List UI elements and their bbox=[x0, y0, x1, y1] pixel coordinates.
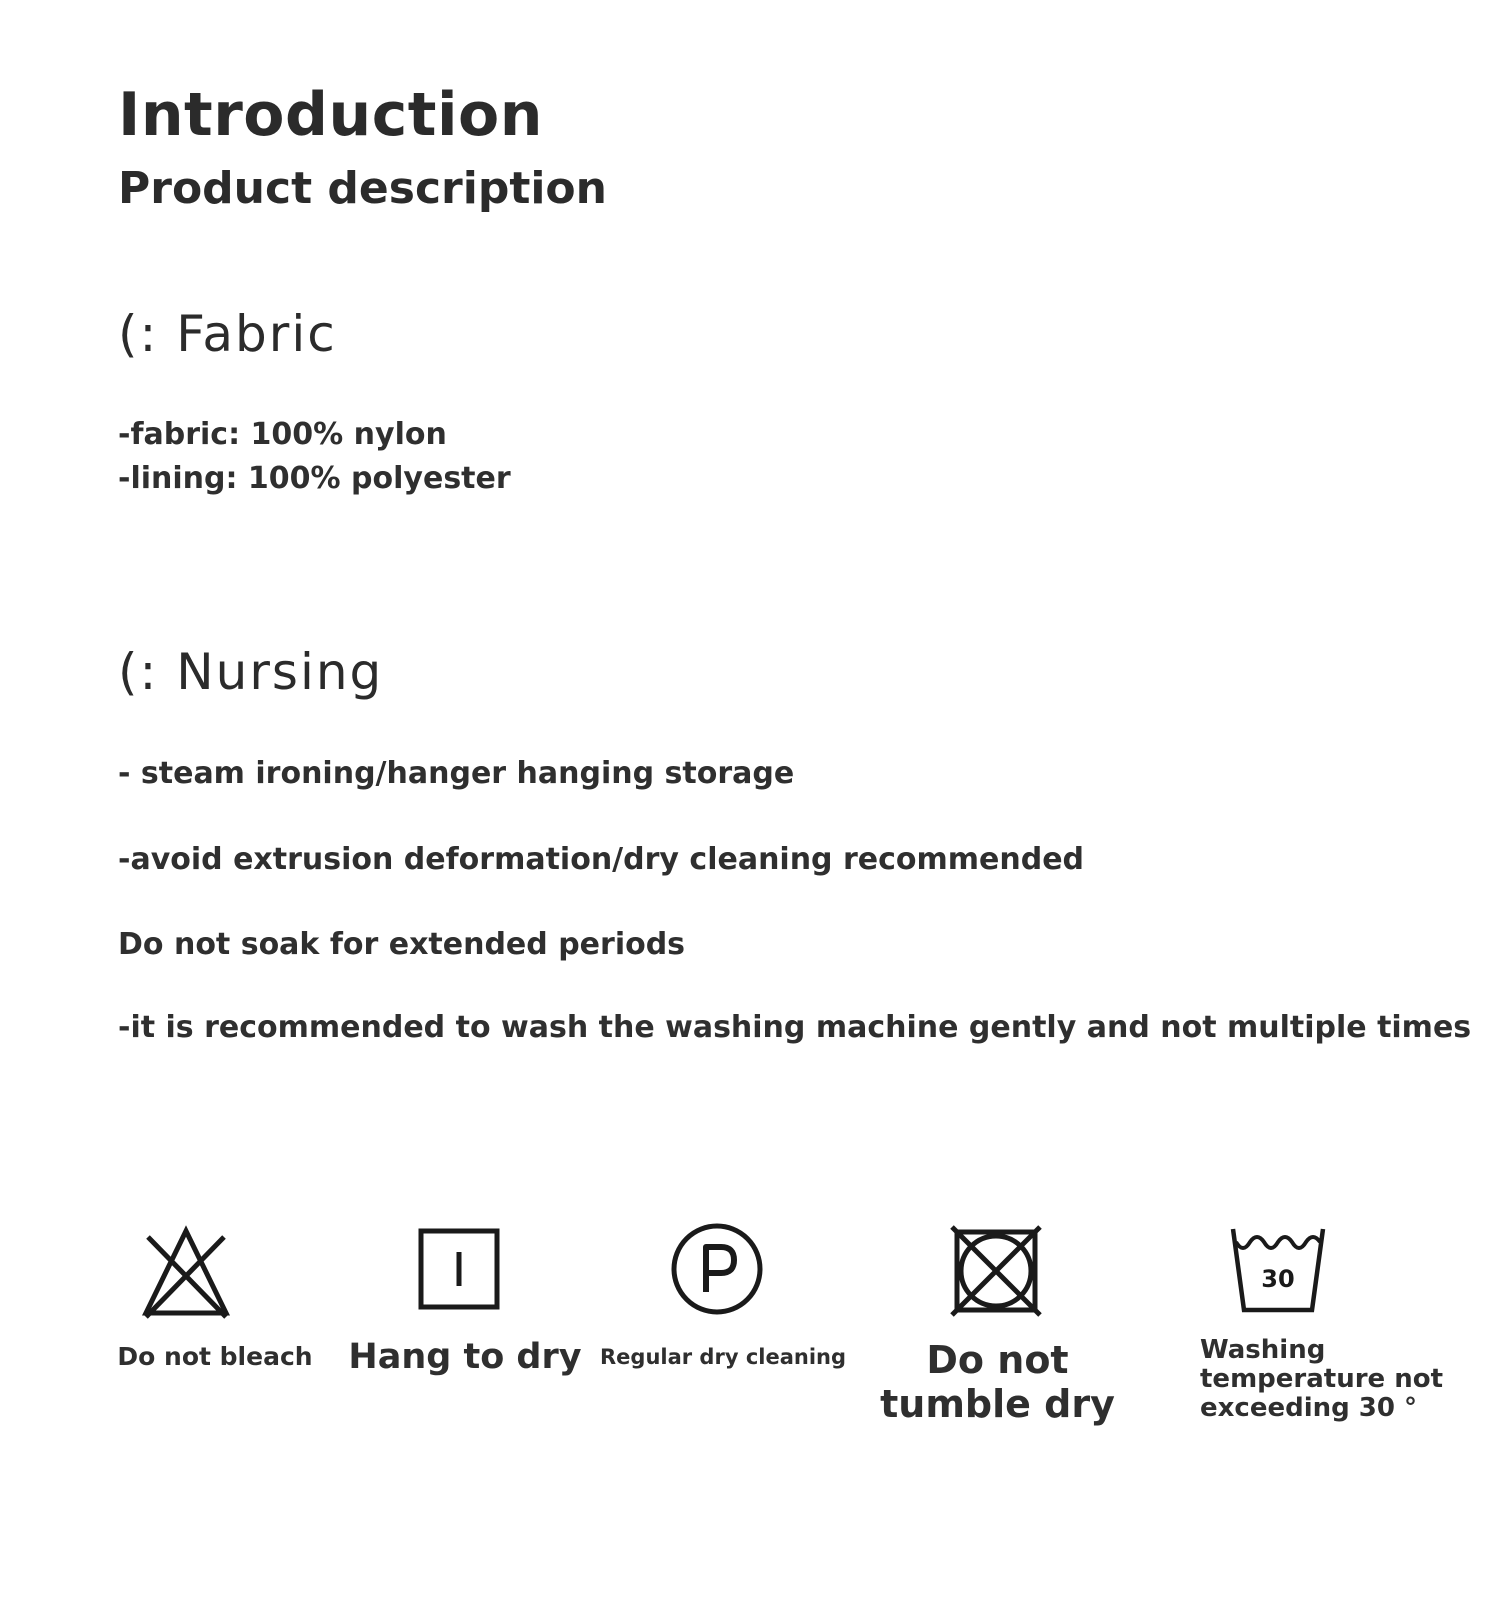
hang-dry-label: Hang to dry bbox=[348, 1337, 582, 1377]
lining-line: -lining: 100% polyester bbox=[118, 461, 511, 496]
no-tumble-dry-label bbox=[870, 1338, 1125, 1426]
wash-temperature-number: 30 bbox=[1261, 1265, 1295, 1293]
no-bleach-label: Do not bleach bbox=[117, 1342, 313, 1371]
no-tumble-dry-label-line2: tumble dry bbox=[880, 1382, 1115, 1426]
fabric-line: -fabric: 100% nylon bbox=[118, 417, 447, 452]
page-title: Introduction bbox=[118, 80, 543, 150]
nursing-line: -avoid extrusion deformation/dry cleaning recommended bbox=[118, 842, 1085, 877]
no-tumble-dry-icon bbox=[950, 1225, 1042, 1317]
nursing-heading: (: Nursing bbox=[118, 643, 384, 701]
fabric-heading: (: Fabric bbox=[118, 305, 337, 363]
no-bleach-icon bbox=[140, 1225, 232, 1320]
wash-temperature-label-line3: exceeding 30 ° bbox=[1200, 1393, 1418, 1423]
no-tumble-dry-label-line1: Do not bbox=[926, 1338, 1069, 1382]
dry-clean-label: Regular dry cleaning bbox=[600, 1345, 847, 1369]
hang-dry-icon bbox=[418, 1228, 500, 1310]
nursing-line: Do not soak for extended periods bbox=[118, 927, 686, 962]
nursing-line: - steam ironing/hanger hanging storage bbox=[118, 756, 795, 791]
wash-30-icon bbox=[1228, 1226, 1328, 1314]
nursing-line: -it is recommended to wash the washing machine gently and not multiple times bbox=[118, 1010, 1472, 1045]
wash-temperature-label-line1: Washing bbox=[1200, 1335, 1326, 1365]
page-subtitle: Product description bbox=[118, 163, 607, 214]
wash-temperature-label bbox=[1200, 1336, 1460, 1423]
wash-temperature-label-line2: temperature not bbox=[1200, 1364, 1444, 1394]
dry-clean-p-icon bbox=[670, 1222, 764, 1316]
